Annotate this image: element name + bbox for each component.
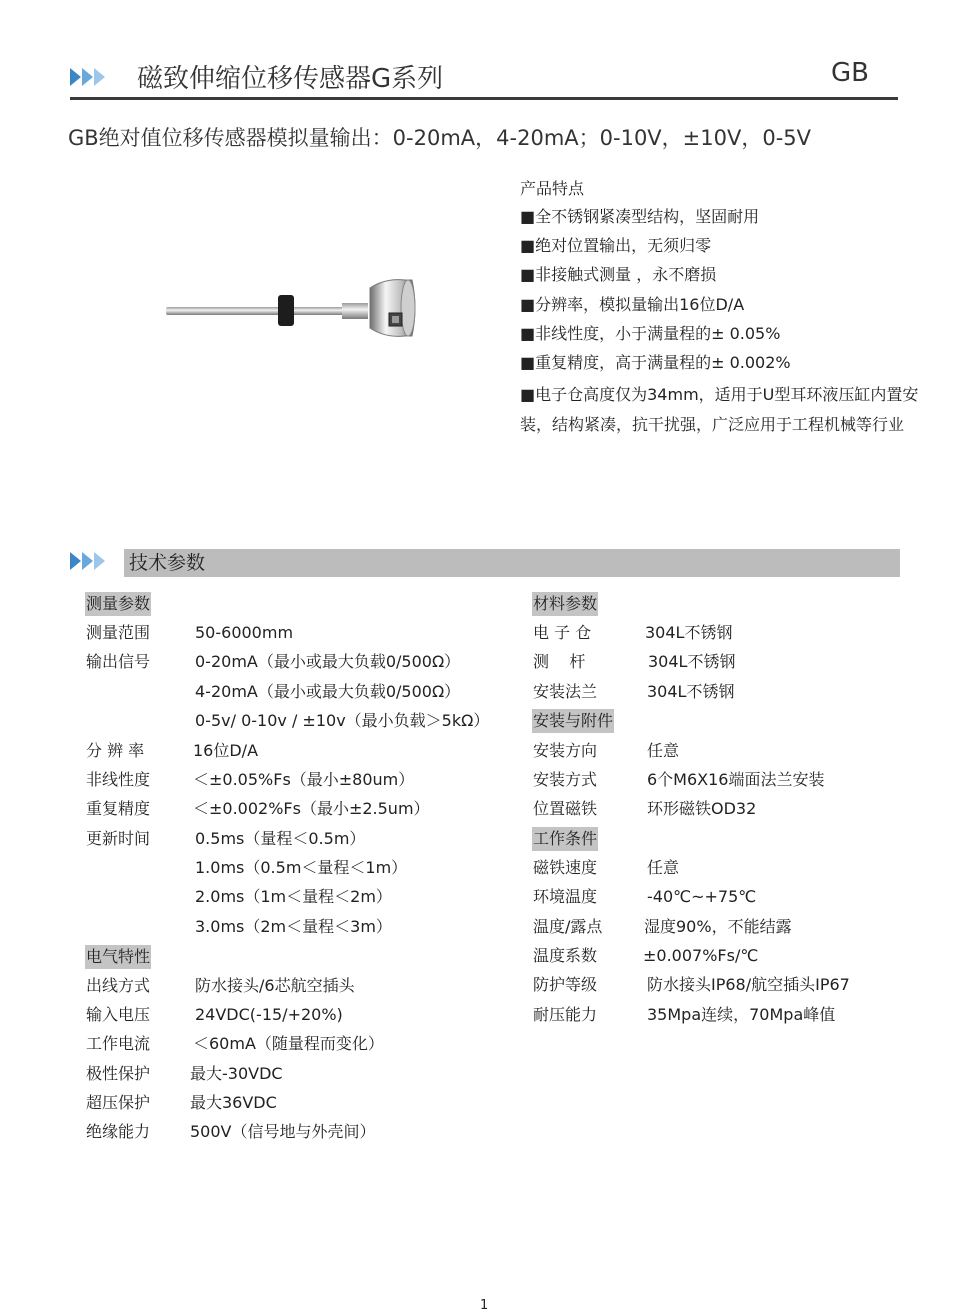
spec-row [86, 650, 506, 674]
spec-label: 安装方向 [533, 741, 598, 760]
spec-label: 温度/露点 [533, 917, 603, 936]
spec-value: 35Mpa连续，70Mpa峰值 [647, 1005, 836, 1024]
spec-row [533, 973, 913, 997]
spec-value: 1.0ms（0.5m＜量程＜1m） [195, 858, 408, 877]
section-title: 技术参数 [129, 552, 206, 574]
spec-label: 环境温度 [533, 887, 598, 906]
spec-row [533, 797, 913, 821]
spec-row [86, 768, 506, 792]
spec-label: 磁铁速度 [533, 858, 598, 877]
feature-item: ■重复精度，高于满量程的± 0.002% [520, 353, 791, 372]
spec-label: 出线方式 [86, 976, 151, 995]
install-heading: 安装与附件 [532, 709, 614, 733]
spec-row [86, 856, 506, 880]
work-heading: 工作条件 [532, 827, 598, 851]
spec-value: 0-20mA（最小或最大负载0/500Ω） [195, 652, 461, 671]
spec-value: 任意 [647, 858, 680, 877]
spec-label: 安装法兰 [533, 682, 598, 701]
spec-value: ＜±0.05%Fs（最小±80um） [193, 770, 415, 789]
spec-row [86, 680, 506, 704]
spec-label: 测 杆 [533, 652, 586, 671]
spec-value: 0.5ms（量程＜0.5m） [195, 829, 366, 848]
spec-row [86, 885, 506, 909]
section-bar [124, 549, 900, 577]
product-subtitle: GB绝对值位移传感器模拟量输出：0-20mA，4-20mA；0-10V，±10V，0-5V [68, 126, 812, 150]
spec-label: 输入电压 [86, 1005, 151, 1024]
spec-value: 环形磁铁OD32 [647, 799, 757, 818]
header-divider [70, 97, 898, 100]
spec-value: ＜60mA（随量程而变化） [193, 1034, 384, 1053]
header-arrows-icon [70, 68, 105, 86]
feature-item: ■非线性度，小于满量程的± 0.05% [520, 324, 781, 343]
spec-value: 防水接头IP68/航空插头IP67 [647, 975, 850, 994]
spec-row [86, 621, 506, 645]
spec-value: 16位D/A [193, 741, 259, 760]
measure-heading: 测量参数 [85, 592, 151, 616]
feature-item: ■全不锈钢紧凑型结构，坚固耐用 [520, 207, 760, 226]
spec-label: 分 辨 率 [86, 741, 145, 760]
spec-value: 500V（信号地与外壳间） [190, 1122, 376, 1141]
spec-row [86, 915, 506, 939]
page-number: 1 [480, 1298, 489, 1313]
spec-value: 6个M6X16端面法兰安装 [647, 770, 825, 789]
spec-label: 超压保护 [86, 1093, 151, 1112]
spec-row [86, 739, 506, 763]
spec-value: 50-6000mm [195, 623, 294, 642]
spec-label: 防护等级 [533, 975, 598, 994]
spec-label: 重复精度 [86, 799, 151, 818]
spec-value: 304L不锈钢 [648, 652, 736, 671]
spec-label: 极性保护 [86, 1064, 151, 1083]
feature-item: ■分辨率，模拟量输出16位D/A [520, 295, 745, 314]
spec-value: 最大36VDC [190, 1093, 277, 1112]
spec-row [533, 856, 913, 880]
spec-value: ±0.007%Fs/℃ [643, 946, 759, 965]
elec-heading: 电气特性 [85, 945, 151, 969]
spec-value: 0-5v/ 0-10v / ±10v（最小负载＞5kΩ） [195, 711, 490, 730]
spec-label: 电 子 仓 [533, 623, 592, 642]
spec-value: 304L不锈钢 [645, 623, 733, 642]
spec-label: 温度系数 [533, 946, 598, 965]
spec-label: 非线性度 [86, 770, 151, 789]
spec-label: 测量范围 [86, 623, 151, 642]
spec-row [86, 1062, 506, 1086]
spec-label: 更新时间 [86, 829, 151, 848]
features-title: 产品特点 [520, 179, 585, 198]
spec-row [86, 827, 506, 851]
spec-row [86, 709, 506, 733]
spec-row [533, 650, 913, 674]
sensor-product-image [160, 268, 430, 348]
spec-label: 耐压能力 [533, 1005, 598, 1024]
material-heading: 材料参数 [532, 592, 598, 616]
spec-row [86, 1032, 506, 1056]
spec-label: 输出信号 [86, 652, 151, 671]
spec-row [533, 739, 913, 763]
spec-row [86, 1003, 506, 1027]
series-code: GB [831, 58, 869, 88]
spec-row [533, 768, 913, 792]
spec-value: 防水接头/6芯航空插头 [195, 976, 355, 995]
spec-label: 安装方式 [533, 770, 598, 789]
spec-label: 位置磁铁 [533, 799, 598, 818]
feature-item: ■绝对位置输出，无须归零 [520, 236, 712, 255]
spec-value: 24VDC(-15/+20%) [195, 1005, 343, 1024]
spec-value: 4-20mA（最小或最大负载0/500Ω） [195, 682, 461, 701]
spec-row [86, 974, 506, 998]
feature-item-wrapped: ■电子仓高度仅为34mm，适用于U型耳环液压缸内置安装，结构紧凑，抗干扰强，广泛应用于工程机械等行业 [520, 385, 919, 434]
spec-row [86, 1091, 506, 1115]
spec-value: 湿度90%，不能结露 [644, 917, 792, 936]
spec-row [533, 621, 913, 645]
spec-row [86, 1120, 506, 1144]
spec-value: 任意 [647, 741, 680, 760]
spec-row [533, 1003, 913, 1027]
spec-row [86, 797, 506, 821]
spec-value: 2.0ms（1m＜量程＜2m） [195, 887, 392, 906]
spec-label: 工作电流 [86, 1034, 151, 1053]
spec-value: 3.0ms（2m＜量程＜3m） [195, 917, 392, 936]
spec-row [533, 680, 913, 704]
feature-item: ■非接触式测量 ，永不磨损 [520, 265, 717, 284]
spec-label: 绝缘能力 [86, 1122, 151, 1141]
spec-row [533, 915, 913, 939]
section-arrows-icon [70, 552, 105, 570]
spec-value: ＜±0.002%Fs（最小±2.5um） [193, 799, 430, 818]
spec-row [533, 885, 913, 909]
page-title: 磁致伸缩位移传感器G系列 [137, 64, 444, 94]
spec-row [533, 944, 913, 968]
spec-value: -40℃~+75℃ [647, 887, 757, 906]
spec-value: 304L不锈钢 [647, 682, 735, 701]
spec-value: 最大-30VDC [190, 1064, 283, 1083]
